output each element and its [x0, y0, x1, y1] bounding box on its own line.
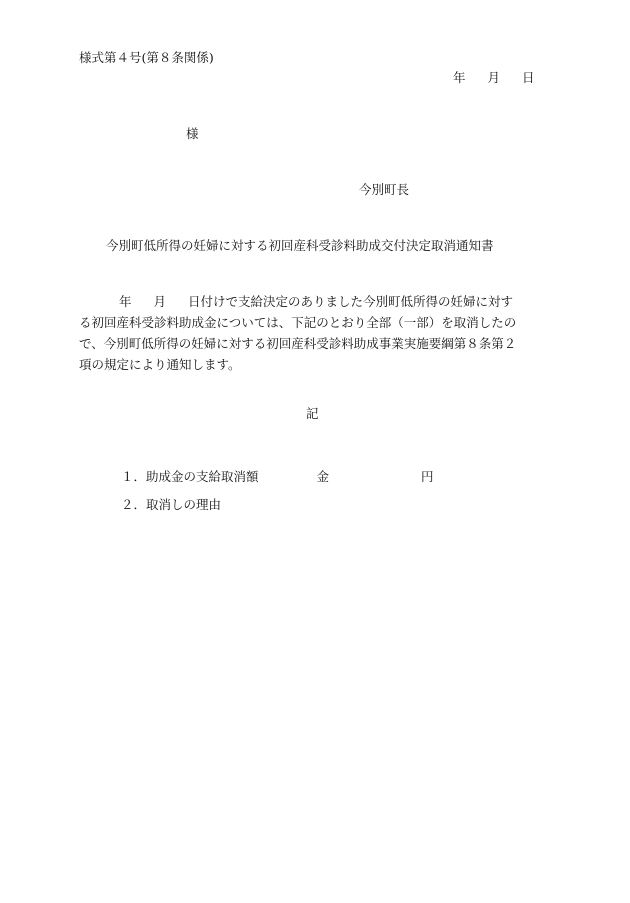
body-month: 月: [153, 294, 167, 309]
body-line-3: で、今別町低所得の妊婦に対する初回産科受診料助成事業実施要綱第８条第２: [79, 336, 517, 351]
body-line-1: [79, 291, 549, 312]
body-year: 年: [119, 294, 132, 309]
date-year: 年: [453, 70, 466, 85]
body-line-1-rest: 日付けで支給決定のありました今別町低所得の妊婦に対す: [188, 294, 514, 309]
amount-prefix: 金: [316, 469, 330, 484]
date-month: 月: [487, 70, 501, 85]
issuer-name: 今別町長: [359, 182, 410, 197]
item-cancel-reason: ２．取消しの理由: [121, 497, 222, 512]
form-number: 様式第４号(第８条関係): [79, 50, 214, 65]
ki-heading: 記: [306, 406, 319, 421]
recipient-honorific: 様: [186, 126, 199, 141]
body-paragraph: [79, 291, 549, 375]
body-line-4: 項の規定により通知します。: [79, 357, 241, 372]
date-day: 日: [522, 70, 535, 85]
document-title: 今別町低所得の妊婦に対する初回産科受診料助成交付決定取消通知書: [106, 238, 494, 253]
item-cancel-amount: [121, 467, 434, 485]
body-line-2: る初回産科受診料助成金については、下記のとおり全部（一部）を取消したの: [79, 315, 517, 330]
item-cancel-amount-label: １．助成金の支給取消額: [121, 469, 259, 484]
date-line: [453, 68, 535, 86]
amount-suffix: 円: [421, 469, 434, 484]
